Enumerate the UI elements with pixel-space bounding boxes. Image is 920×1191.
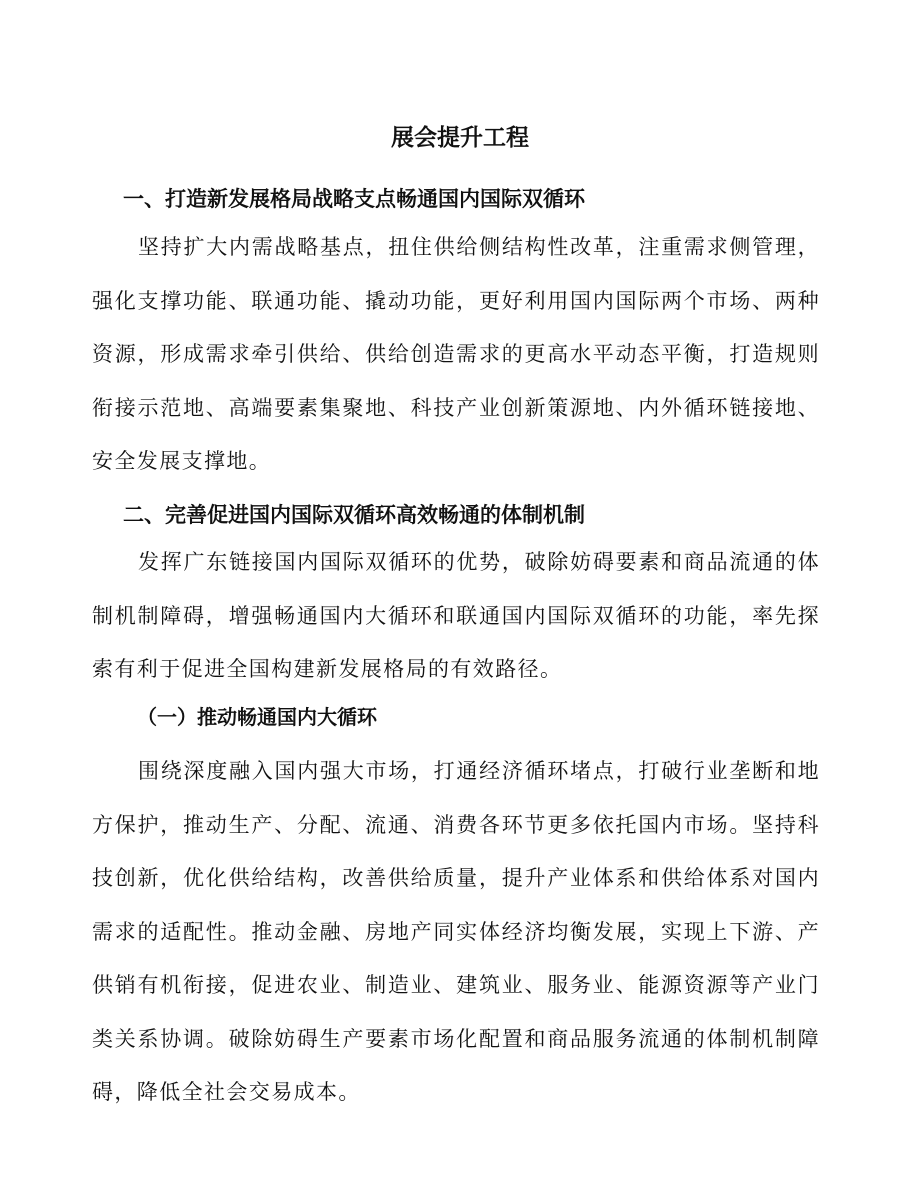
subsection-1-heading: （一）推动畅通国内大循环 xyxy=(137,705,377,729)
document-title: 展会提升工程 xyxy=(391,124,529,151)
section-2-paragraph: 发挥广东链接国内国际双循环的优势，破除妨碍要素和商品流通的体制机制障碍，增强畅通国内大循环和联通国内国际双循环的功能，率先探索有利于促进全国构建新发展格局的有效路径。 xyxy=(92,550,820,681)
section-1-heading: 一、打造新发展格局战略支点畅通国内国际双循环 xyxy=(123,186,585,211)
section-1-paragraph: 坚持扩大内需战略基点，扭住供给侧结构性改革，注重需求侧管理，强化支撑功能、联通功能、撬动功能，更好利用国内国际两个市场、两种资源，形成需求牵引供给、供给创造需求的更高水平动态平衡，打造规则衔接示范地、高端要素集聚地、科技产业创新策源地、内外循环链接地、安全发展支撑地。 xyxy=(92,235,820,473)
section-2-heading: 二、完善促进国内国际双循环高效畅通的体制机制 xyxy=(123,502,585,527)
subsection-1-paragraph: 围绕深度融入国内强大市场，打通经济循环堵点，打破行业垄断和地方保护，推动生产、分配、流通、消费各环节更多依托国内市场。坚持科技创新，优化供给结构，改善供给质量，提升产业体系和供给体系对国内需求的适配性。推动金融、房地产同实体经济均衡发展，实现上下游、产供销有机衔接，促进农业、制造业、建筑业、服务业、能源资源等产业门类关系协调。破除妨碍生产要素市场化配置和商品服务流通的体制机制障碍，降低全社会交易成本。 xyxy=(92,759,820,1104)
